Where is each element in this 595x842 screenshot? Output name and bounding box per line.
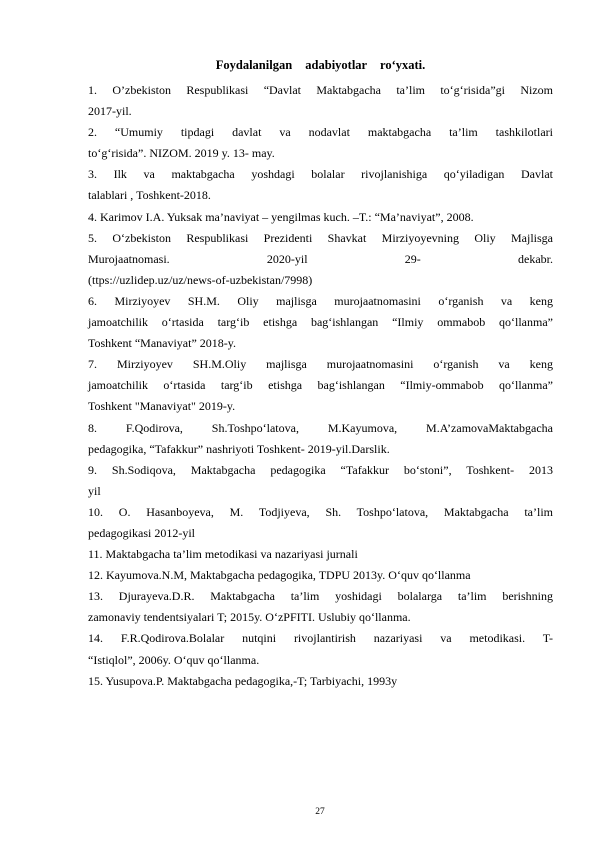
reference-line: 8. F.Qodirova, Sh.Toshpo‘latova, M.Kayumova, M.A’zamovaMaktabgacha (88, 420, 553, 435)
reference-line: 2. “Umumiy tipdagi davlat va nodavlat maktabgacha ta’lim tashkilotlari (88, 125, 553, 140)
reference-item (88, 80, 553, 122)
reference-line: 7. Mirziyoyev SH.M.Oliy majlisga murojaatnomasini o‘rganish va keng (88, 357, 553, 372)
reference-line: 14. F.R.Qodirova.Bolalar nutqini rivojlantirish nazariyasi va metodikasi. T- (88, 631, 553, 646)
reference-line: 11. Maktabgacha ta’lim metodikasi va nazariyasi jurnali (88, 547, 358, 562)
reference-item (88, 122, 553, 164)
reference-line: to‘g‘risida”. NIZOM. 2019 y. 13- may. (88, 146, 275, 161)
page-title: Foydalanilgan adabiyotlar ro‘yxati. (215, 58, 426, 72)
reference-item (88, 418, 553, 460)
reference-item (88, 671, 553, 692)
reference-line: pedagogika, “Tafakkur” nashriyoti Toshkent- 2019-yil.Darslik. (88, 441, 390, 456)
reference-line: 6. Mirziyoyev SH.M. Oliy majlisga murojaatnomasini o‘rganish va keng (88, 293, 553, 308)
reference-line: yil (88, 483, 101, 498)
reference-line: 5. O‘zbekiston Respublikasi Prezidenti Shavkat Mirziyoyevning Oliy Majlisga (88, 230, 553, 245)
reference-item (88, 586, 553, 628)
reference-item (88, 460, 553, 502)
reference-line: 12. Kayumova.N.M, Maktabgacha pedagogika, TDPU 2013y. O‘quv qo‘llanma (88, 568, 471, 583)
reference-line: pedagogikasi 2012-yil (88, 525, 195, 540)
reference-line: talablari , Toshkent-2018. (88, 188, 211, 203)
reference-line: Murojaatnomasi. 2020-yil 29- dekabr. (88, 251, 553, 266)
reference-line: 9. Sh.Sodiqova, Maktabgacha pedagogika “Tafakkur bo‘stoni”, Toshkent- 2013 (88, 462, 553, 477)
reference-item (88, 291, 553, 354)
reference-item (88, 207, 553, 228)
reference-line: 2017-yil. (88, 104, 132, 119)
reference-item (88, 354, 553, 417)
reference-item (88, 502, 553, 544)
reference-line: jamoatchilik o‘rtasida targ‘ib etishga bag‘ishlangan “Ilmiy-ommabob qo‘llanma” (88, 378, 553, 393)
reference-list (88, 80, 553, 692)
page-number: 27 (315, 807, 325, 817)
reference-line: Toshkent "Manaviyat" 2019-y. (88, 399, 236, 414)
reference-line: (ttps://uzlidep.uz/uz/news-of-uzbekistan/7998) (88, 272, 313, 287)
reference-item (88, 628, 553, 670)
reference-item (88, 164, 553, 206)
reference-line: 3. Ilk va maktabgacha yoshdagi bolalar rivojlanishiga qo‘yiladigan Davlat (88, 167, 553, 182)
reference-line: 10. O. Hasanboyeva, M. Todjiyeva, Sh. Toshpo‘latova, Maktabgacha ta’lim (88, 504, 553, 519)
reference-line: 4. Karimov I.A. Yuksak ma’naviyat – yengilmas kuch. –T.: “Ma’naviyat”, 2008. (88, 209, 474, 224)
reference-item (88, 228, 553, 291)
reference-item (88, 544, 553, 565)
reference-line: zamonaviy tendentsiyalari T; 2015y. O‘zPFITI. Uslubiy qo‘llanma. (88, 610, 411, 625)
reference-line: 1. O’zbekiston Respublikasi “Davlat Maktabgacha ta’lim to‘g‘risida”gi Nizom (88, 83, 553, 97)
reference-line: “Istiqlol”, 2006y. O‘quv qo‘llanma. (88, 652, 260, 667)
reference-line: 15. Yusupova.P. Maktabgacha pedagogika,-T; Tarbiyachi, 1993y (88, 673, 398, 688)
reference-line: jamoatchilik o‘rtasida targ‘ib etishga bag‘ishlangan “Ilmiy ommabob qo‘llanma” (88, 315, 553, 330)
reference-line: Toshkent “Manaviyat” 2018-y. (88, 336, 237, 351)
reference-item (88, 565, 553, 586)
reference-line: 13. Djurayeva.D.R. Maktabgacha ta’lim yoshidagi bolalarga ta’lim berishning (88, 589, 553, 604)
